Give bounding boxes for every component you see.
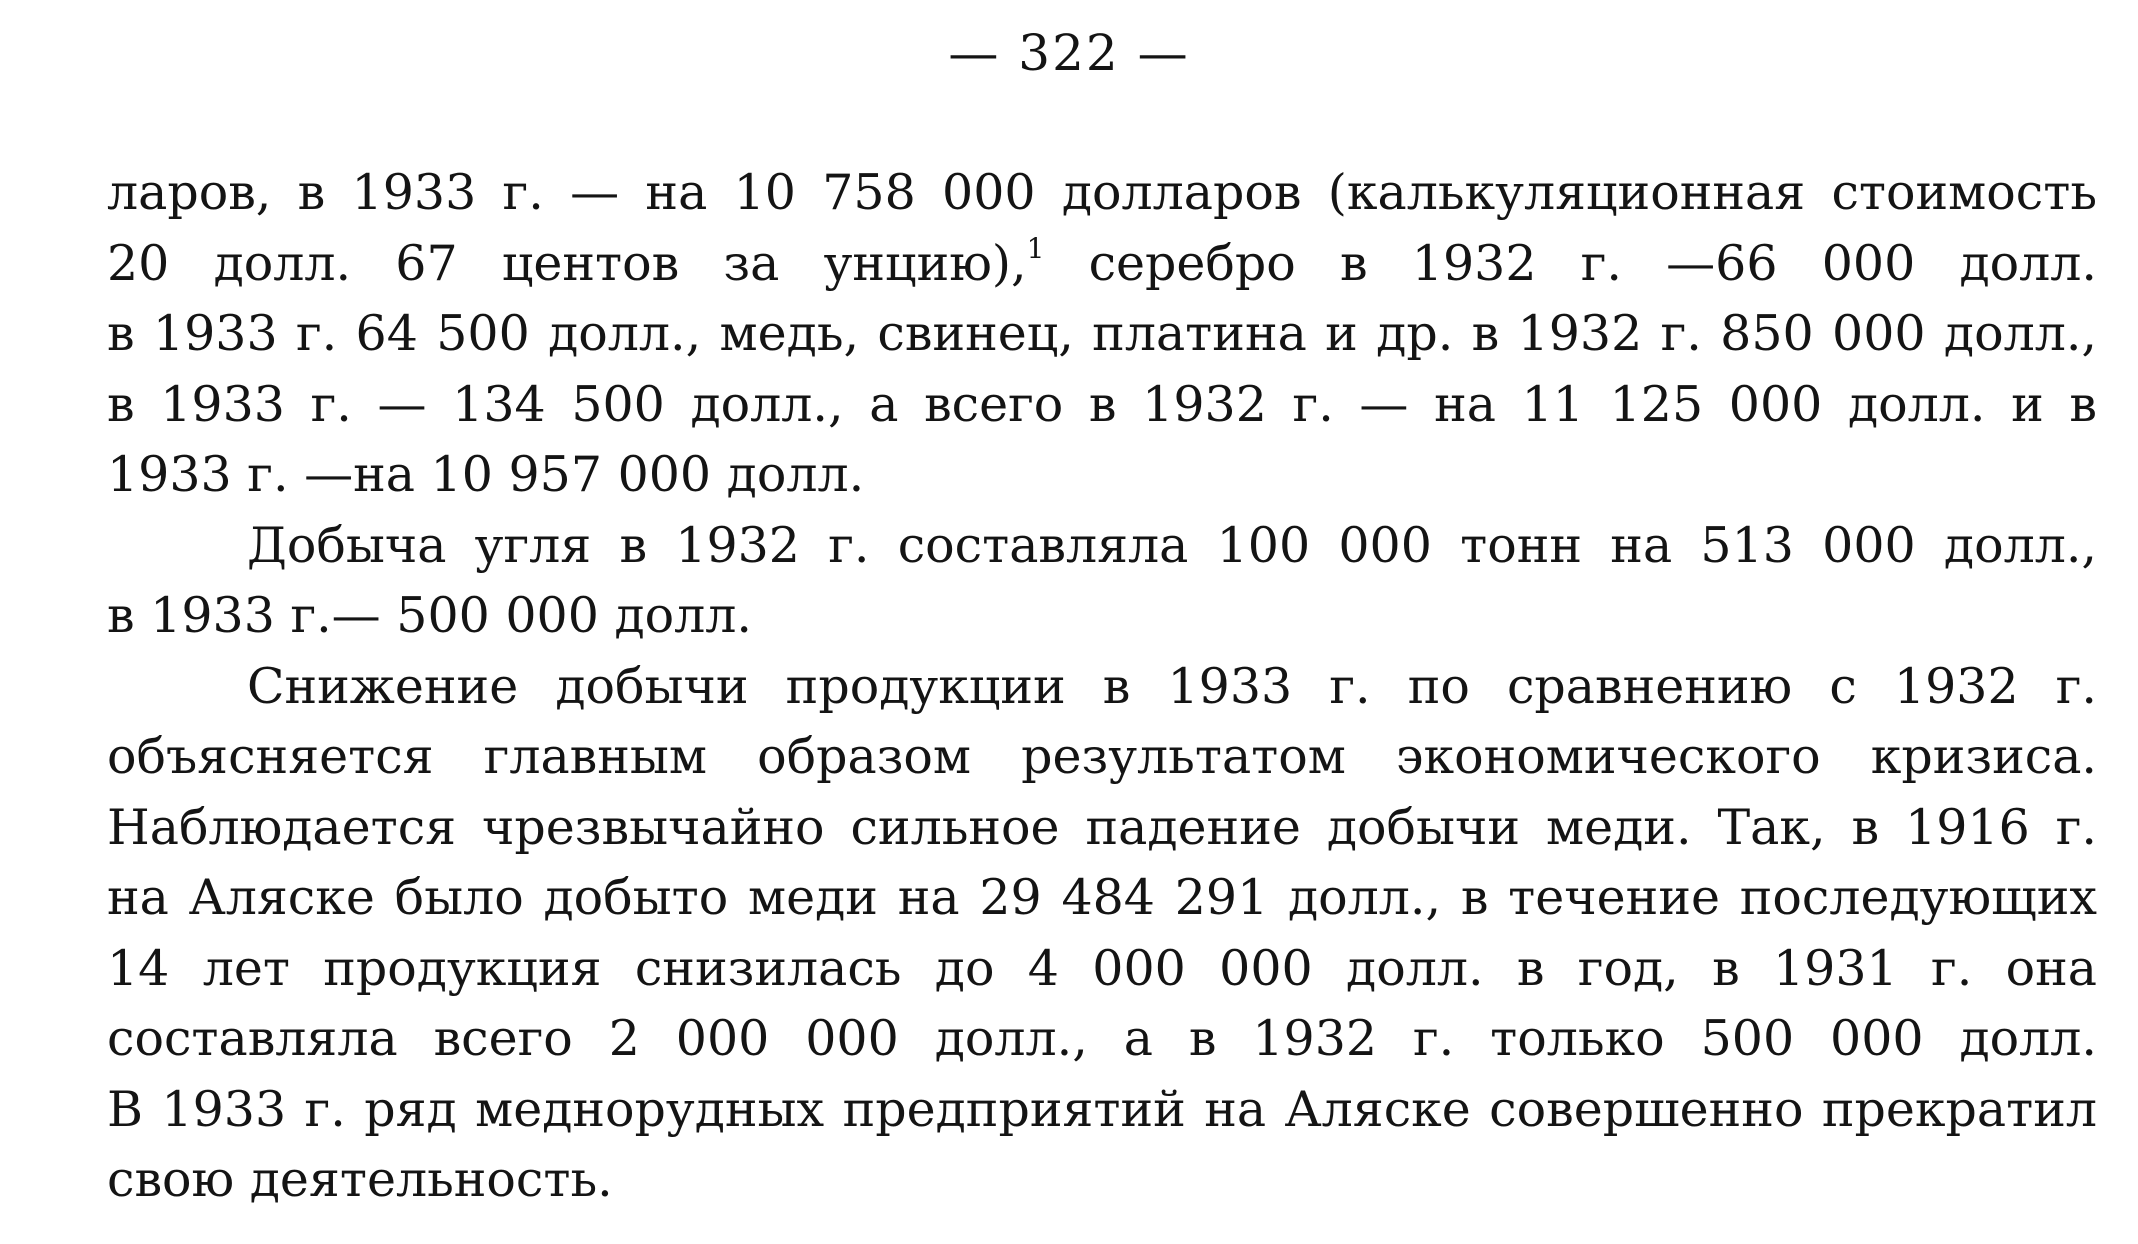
text-line: свою деятельность. bbox=[107, 1151, 613, 1208]
text-line: в 1933 г.— 500 000 долл. bbox=[107, 587, 752, 644]
text-line: Добыча угля в 1932 г. составляла 100 000 тонн на 513 000 долл., bbox=[247, 516, 2097, 574]
text-line: объясняется главным образом результатом экономического кризиса. bbox=[107, 728, 2097, 785]
text-line: ларов, в 1933 г. — на 10 758 000 долларов (калькуляционная стоимость bbox=[107, 164, 2097, 221]
footnote-marker: 1 bbox=[1026, 231, 1045, 265]
text-line: на Аляске было добыто меди на 29 484 291 долл., в течение последующих bbox=[107, 869, 2097, 926]
text-line: Снижение добычи продукции в 1933 г. по сравнению с 1932 г. bbox=[247, 657, 2097, 715]
text-line: в 1933 г. — 134 500 долл., а всего в 1932 г. — на 11 125 000 долл. и в bbox=[107, 375, 2097, 433]
text-line: составляла всего 2 000 000 долл., а в 1932 г. только 500 000 долл. bbox=[107, 1010, 2097, 1067]
text-fragment: 20 долл. 67 центов за унцию), bbox=[107, 234, 1027, 292]
body-text bbox=[107, 158, 2097, 1216]
page-number: — 322 — bbox=[948, 24, 1190, 82]
text-line: 1933 г. —на 10 957 000 долл. bbox=[107, 446, 865, 503]
paragraph-3 bbox=[107, 652, 2097, 1216]
paragraph-2 bbox=[107, 511, 2097, 652]
text-line-with-footnote bbox=[107, 229, 2097, 300]
text-line: В 1933 г. ряд меднорудных предприятий на Аляске совершенно прекратил bbox=[107, 1080, 2097, 1138]
text-line: в 1933 г. 64 500 долл., медь, свинец, платина и др. в 1932 г. 850 000 долл., bbox=[107, 305, 2097, 362]
paragraph-1 bbox=[107, 158, 2097, 511]
text-line: 14 лет продукция снизилась до 4 000 000 долл. в год, в 1931 г. она bbox=[107, 939, 2097, 997]
text-fragment: серебро в 1932 г. —66 000 долл. bbox=[1044, 234, 2097, 292]
text-line: Наблюдается чрезвычайно сильное падение добычи меди. Так, в 1916 г. bbox=[107, 798, 2097, 856]
